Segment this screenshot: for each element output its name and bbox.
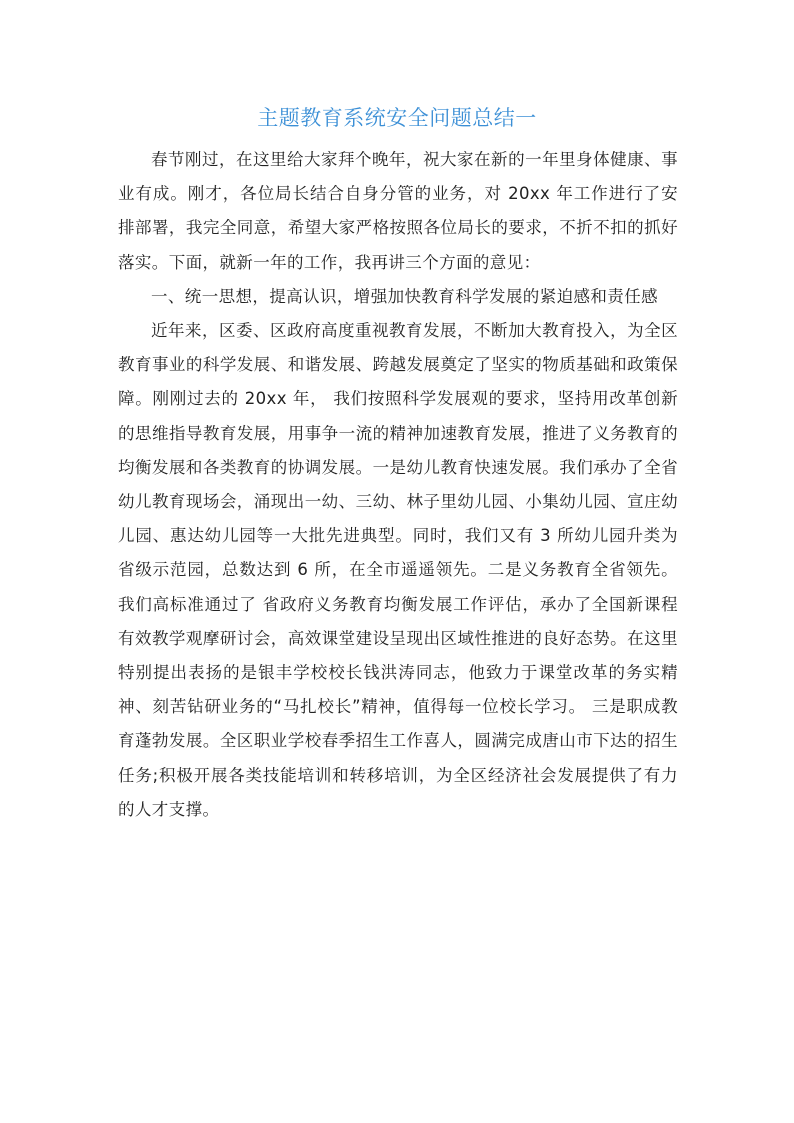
document-title: 主题教育系统安全问题总结一 bbox=[257, 106, 537, 130]
document-body bbox=[118, 143, 678, 827]
paragraph-opening: 春节刚过，在这里给大家拜个晚年，祝大家在新的一年里身体健康、事业有成。刚才，各位局长结合自身分管的业务，对 20xx 年工作进行了安排部署，我完全同意，希望大家严格按照各位局长的要求，不折不扣的抓好落实。下面，就新一年的工作，我再讲三个方面的意见： bbox=[118, 150, 678, 272]
paragraph-review: 近年来，区委、区政府高度重视教育发展，不断加大教育投入，为全区教育事业的科学发展、和谐发展、跨越发展奠定了坚实的物质基础和政策保障。刚刚过去的 20xx 年， 我们按照科学发展观的要求，坚持用改革创新的思维指导教育发展，用事争一流的精神加速教育发展，推进了义务教育的均衡发展和各类教育的协调发展。一是幼儿教育快速发展。我们承办了全省幼儿教育现场会，涌现出一幼、三幼、林子里幼儿园、小集幼儿园、宣庄幼儿园、惠达幼儿园等一大批先进典型。同时，我们又有 3 所幼儿园升类为省级示范园，总数达到 6 所，在全市遥遥领先。二是义务教育全省领先。我们高标准通过了 省政府义务教育均衡发展工作评估，承办了全国新课程有效教学观摩研讨会，高效课堂建设呈现出区域性推进的良好态势。在这里特别提出表扬的是银丰学校校长钱洪涛同志，他致力于课堂改革的务实精神、刻苦钻研业务的“马扎校长”精神，值得每一位校长学习。 三是职成教育蓬勃发展。全区职业学校春季招生工作喜人，圆满完成唐山市下达的招生任务;积极开展各类技能培训和转移培训，为全区经济社会发展提供了有力的人才支撑。 bbox=[118, 321, 678, 819]
paragraph-section-heading: 一、统一思想，提高认识，增强加快教育科学发展的紧迫感和责任感 bbox=[151, 286, 658, 306]
